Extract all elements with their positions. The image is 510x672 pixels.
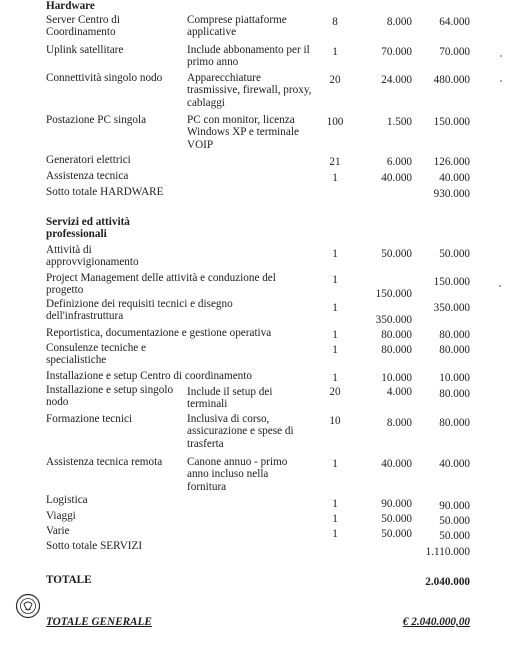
hardware-row-note: Apparecchiature trasmissive, firewall, proxy, cablaggi [187, 72, 312, 109]
hardware-row-desc: Assistenza tecnica [46, 170, 129, 182]
hardware-row-unit: 24.000 [381, 74, 412, 86]
grand-total-value: € 2.040.000,00 [402, 616, 470, 628]
services-row-qty: 1 [332, 302, 338, 314]
hardware-row-desc: Connettività singolo nodo [46, 72, 163, 84]
hardware-row-qty: 20 [329, 74, 341, 86]
services-row-qty: 1 [332, 528, 338, 540]
services-row-total: 80.000 [439, 344, 470, 356]
services-row-total: 50.000 [439, 248, 470, 260]
hardware-row-unit: 70.000 [381, 46, 412, 58]
grand-total-label: TOTALE GENERALE [46, 616, 152, 628]
services-row-qty: 1 [332, 274, 338, 286]
services-row-unit: 4.000 [386, 386, 412, 398]
services-row-qty: 10 [329, 415, 341, 427]
hardware-row-note: Comprese piattaforme applicative [187, 14, 287, 39]
services-row-total: 50.000 [439, 530, 470, 542]
scan-speck [500, 55, 502, 57]
services-row-total: 80.000 [439, 388, 470, 400]
services-row-qty: 1 [332, 248, 338, 260]
services-row-note: Inclusiva di corso, assicurazione e spese di trasferta [187, 413, 294, 450]
scan-speck [500, 80, 502, 82]
services-row-unit: 80.000 [381, 344, 412, 356]
hardware-row-qty: 1 [332, 46, 338, 58]
services-row-desc: Viaggi [46, 510, 76, 522]
services-row-qty: 1 [332, 458, 338, 470]
services-row-desc: Attività di approvvigionamento [46, 244, 139, 269]
total-label: TOTALE [46, 574, 92, 586]
services-row-unit: 90.000 [381, 498, 412, 510]
services-row-unit: 50.000 [381, 528, 412, 540]
services-row-desc: Varie [46, 525, 70, 537]
hardware-row-note: Include abbonamento per il primo anno [187, 44, 310, 69]
services-row-total: 80.000 [439, 329, 470, 341]
hardware-row-unit: 8.000 [386, 16, 412, 28]
hardware-subtotal-label: Sotto totale HARDWARE [46, 186, 164, 198]
hardware-row-desc: Generatori elettrici [46, 154, 131, 166]
services-heading: Servizi ed attività professionali [46, 216, 130, 241]
hardware-row-total: 40.000 [439, 172, 470, 184]
services-row-desc: Consulenze tecniche e specialistiche [46, 342, 147, 367]
hardware-row-qty: 8 [332, 16, 338, 28]
services-row-unit: 40.000 [381, 458, 412, 470]
services-row-desc: Definizione dei requisiti tecnici e disegno dell'infrastruttura [46, 298, 233, 323]
stamp-seal-icon [15, 593, 41, 619]
hardware-row-total: 480.000 [433, 74, 470, 86]
services-row-total: 80.000 [439, 417, 470, 429]
services-row-total: 10.000 [439, 372, 470, 384]
hardware-row-desc: Server Centro di Coordinamento [46, 14, 120, 39]
hardware-row-qty: 21 [329, 156, 341, 168]
services-row-unit: 50.000 [381, 248, 412, 260]
scan-speck [499, 285, 501, 287]
services-row-total: 90.000 [439, 500, 470, 512]
services-row-total: 350.000 [433, 302, 470, 314]
services-row-desc: Reportistica, documentazione e gestione operativa [46, 327, 272, 339]
services-row-unit: 350.000 [375, 314, 412, 326]
services-row-qty: 1 [332, 329, 338, 341]
hardware-row-unit: 40.000 [381, 172, 412, 184]
services-row-unit: 80.000 [381, 329, 412, 341]
total-value: 2.040.000 [425, 576, 470, 588]
services-row-total: 150.000 [433, 276, 470, 288]
services-row-qty: 1 [332, 498, 338, 510]
hardware-row-desc: Uplink satellitare [46, 44, 124, 56]
services-subtotal-value: 1.110.000 [425, 546, 470, 558]
services-row-qty: 20 [329, 386, 341, 398]
hardware-row-total: 126.000 [433, 156, 470, 168]
services-row-qty: 1 [332, 513, 338, 525]
services-row-qty: 1 [332, 372, 338, 384]
services-row-desc: Assistenza tecnica remota [46, 456, 163, 468]
hardware-row-total: 70.000 [439, 46, 470, 58]
hardware-row-note: PC con monitor, licenza Windows XP e terminale VOIP [187, 114, 299, 151]
services-row-desc: Installazione e setup singolo nodo [46, 384, 174, 409]
services-row-note: Include il setup dei terminali [187, 386, 273, 411]
hardware-heading: Hardware [46, 0, 95, 12]
hardware-row-total: 64.000 [439, 16, 470, 28]
services-row-qty: 1 [332, 344, 338, 356]
services-row-desc: Formazione tecnici [46, 413, 133, 425]
hardware-row-qty: 1 [332, 172, 338, 184]
hardware-row-total: 150.000 [433, 116, 470, 128]
services-subtotal-label: Sotto totale SERVIZI [46, 540, 143, 552]
services-row-unit: 10.000 [381, 372, 412, 384]
hardware-row-unit: 1.500 [386, 116, 412, 128]
services-row-desc: Project Management delle attività e conduzione del progetto [46, 272, 276, 297]
services-row-desc: Installazione e setup Centro di coordinamento [46, 370, 252, 382]
hardware-row-unit: 6.000 [386, 156, 412, 168]
services-row-unit: 150.000 [375, 288, 412, 300]
services-row-unit: 50.000 [381, 513, 412, 525]
services-row-desc: Logistica [46, 494, 88, 506]
services-row-total: 40.000 [439, 458, 470, 470]
services-row-unit: 8.000 [386, 417, 412, 429]
services-row-note: Canone annuo - primo anno incluso nella fornitura [187, 456, 288, 493]
services-row-total: 50.000 [439, 515, 470, 527]
hardware-row-desc: Postazione PC singola [46, 114, 147, 126]
hardware-row-qty: 100 [326, 116, 344, 128]
hardware-subtotal-value: 930.000 [433, 188, 470, 200]
